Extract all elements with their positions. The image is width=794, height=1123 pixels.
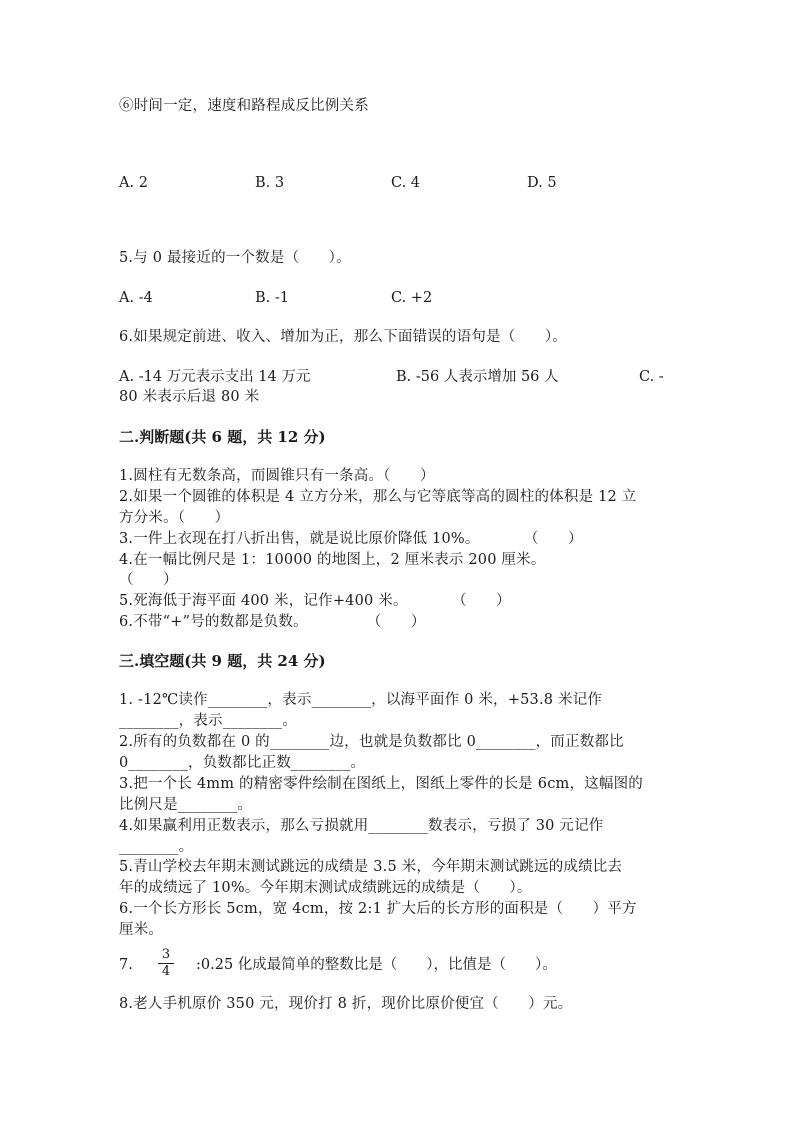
judge-line: 3.一件上衣现在打八折出售，就是说比原价降低 10%。 （ ）: [119, 531, 583, 547]
fraction-numerator: 3: [158, 948, 174, 964]
fill-line: 6.一个长方形长 5cm，宽 4cm，按 2:1 扩大后的长方形的面积是（ ）平方: [119, 901, 637, 917]
section-3-title: 三.填空题(共 9 题，共 24 分): [119, 652, 326, 670]
fill-line: ________，表示________。: [119, 713, 297, 729]
q5-option-a[interactable]: A. -4: [119, 290, 153, 306]
question-8: 8.老人手机原价 350 元，现价打 8 折，现价比原价便宜（ ）元。: [119, 996, 573, 1012]
q6-option-c-continued: 80 米表示后退 80 米: [119, 389, 260, 405]
statement-6-text: ⑥时间一定，速度和路程成反比例关系: [119, 98, 369, 114]
fill-line: 0________，负数都比正数________。: [119, 755, 366, 771]
fill-line: ________。: [119, 839, 194, 855]
q5-option-b[interactable]: B. -1: [255, 290, 289, 306]
q4-option-c[interactable]: C. 4: [391, 175, 421, 191]
fill-line: 4.如果赢利用正数表示，那么亏损就用________数表示，亏损了 30 元记作: [119, 818, 604, 834]
judge-line: 方分米。（ ）: [119, 510, 230, 526]
question-5: 5.与 0 最接近的一个数是（ ）。: [119, 250, 351, 266]
judge-line: （ ）: [119, 572, 178, 588]
fraction-denominator: 4: [161, 964, 171, 979]
section-2-title: 二.判断题(共 6 题，共 12 分): [119, 428, 326, 446]
judge-line: 6.不带“+”号的数都是负数。 （ ）: [119, 614, 426, 630]
q6-option-c[interactable]: C. -: [639, 369, 664, 385]
q6-option-a[interactable]: A. -14 万元表示支出 14 万元: [119, 369, 311, 385]
q4-option-d[interactable]: D. 5: [527, 175, 557, 191]
judge-line: 4.在一幅比例尺是 1：10000 的地图上，2 厘米表示 200 厘米。: [119, 552, 546, 568]
fill-line: 年的成绩远了 10%。今年期末测试成绩跳远的成绩是（ ）。: [119, 880, 532, 896]
q6-option-b[interactable]: B. -56 人表示增加 56 人: [396, 369, 559, 385]
judge-line: 2.如果一个圆锥的体积是 4 立方分米，那么与它等底等高的圆柱的体积是 12 立: [119, 489, 637, 505]
fill-line: 厘米。: [119, 922, 164, 938]
question-7-text: :0.25 化成最简单的整数比是（ ），比值是（ ）。: [196, 957, 557, 973]
fill-line: 比例尺是________。: [119, 797, 253, 813]
judge-line: 1.圆柱有无数条高，而圆锥只有一条高。（ ）: [119, 468, 435, 484]
fraction-three-quarters: [158, 948, 174, 979]
q4-option-a[interactable]: A. 2: [119, 175, 148, 191]
question-6: 6.如果规定前进、收入、增加为正，那么下面错误的语句是（ ）。: [119, 329, 567, 345]
q4-option-b[interactable]: B. 3: [255, 175, 285, 191]
fill-line: 1. -12℃读作________，表示________，以海平面作 0 米，+53.8 米记作: [119, 692, 603, 708]
question-7-number: 7.: [119, 957, 133, 973]
fill-line: 3.把一个长 4mm 的精密零件绘制在图纸上，图纸上零件的长是 6cm，这幅图的: [119, 776, 643, 792]
q5-option-c[interactable]: C. +2: [391, 290, 433, 306]
fill-line: 2.所有的负数都在 0 的________边，也就是负数都比 0________，而正数都比: [119, 734, 624, 750]
fill-line: 5.青山学校去年期末测试跳远的成绩是 3.5 米，今年期末测试跳远的成绩比去: [119, 859, 623, 875]
judge-line: 5.死海低于海平面 400 米，记作+400 米。 （ ）: [119, 593, 511, 609]
